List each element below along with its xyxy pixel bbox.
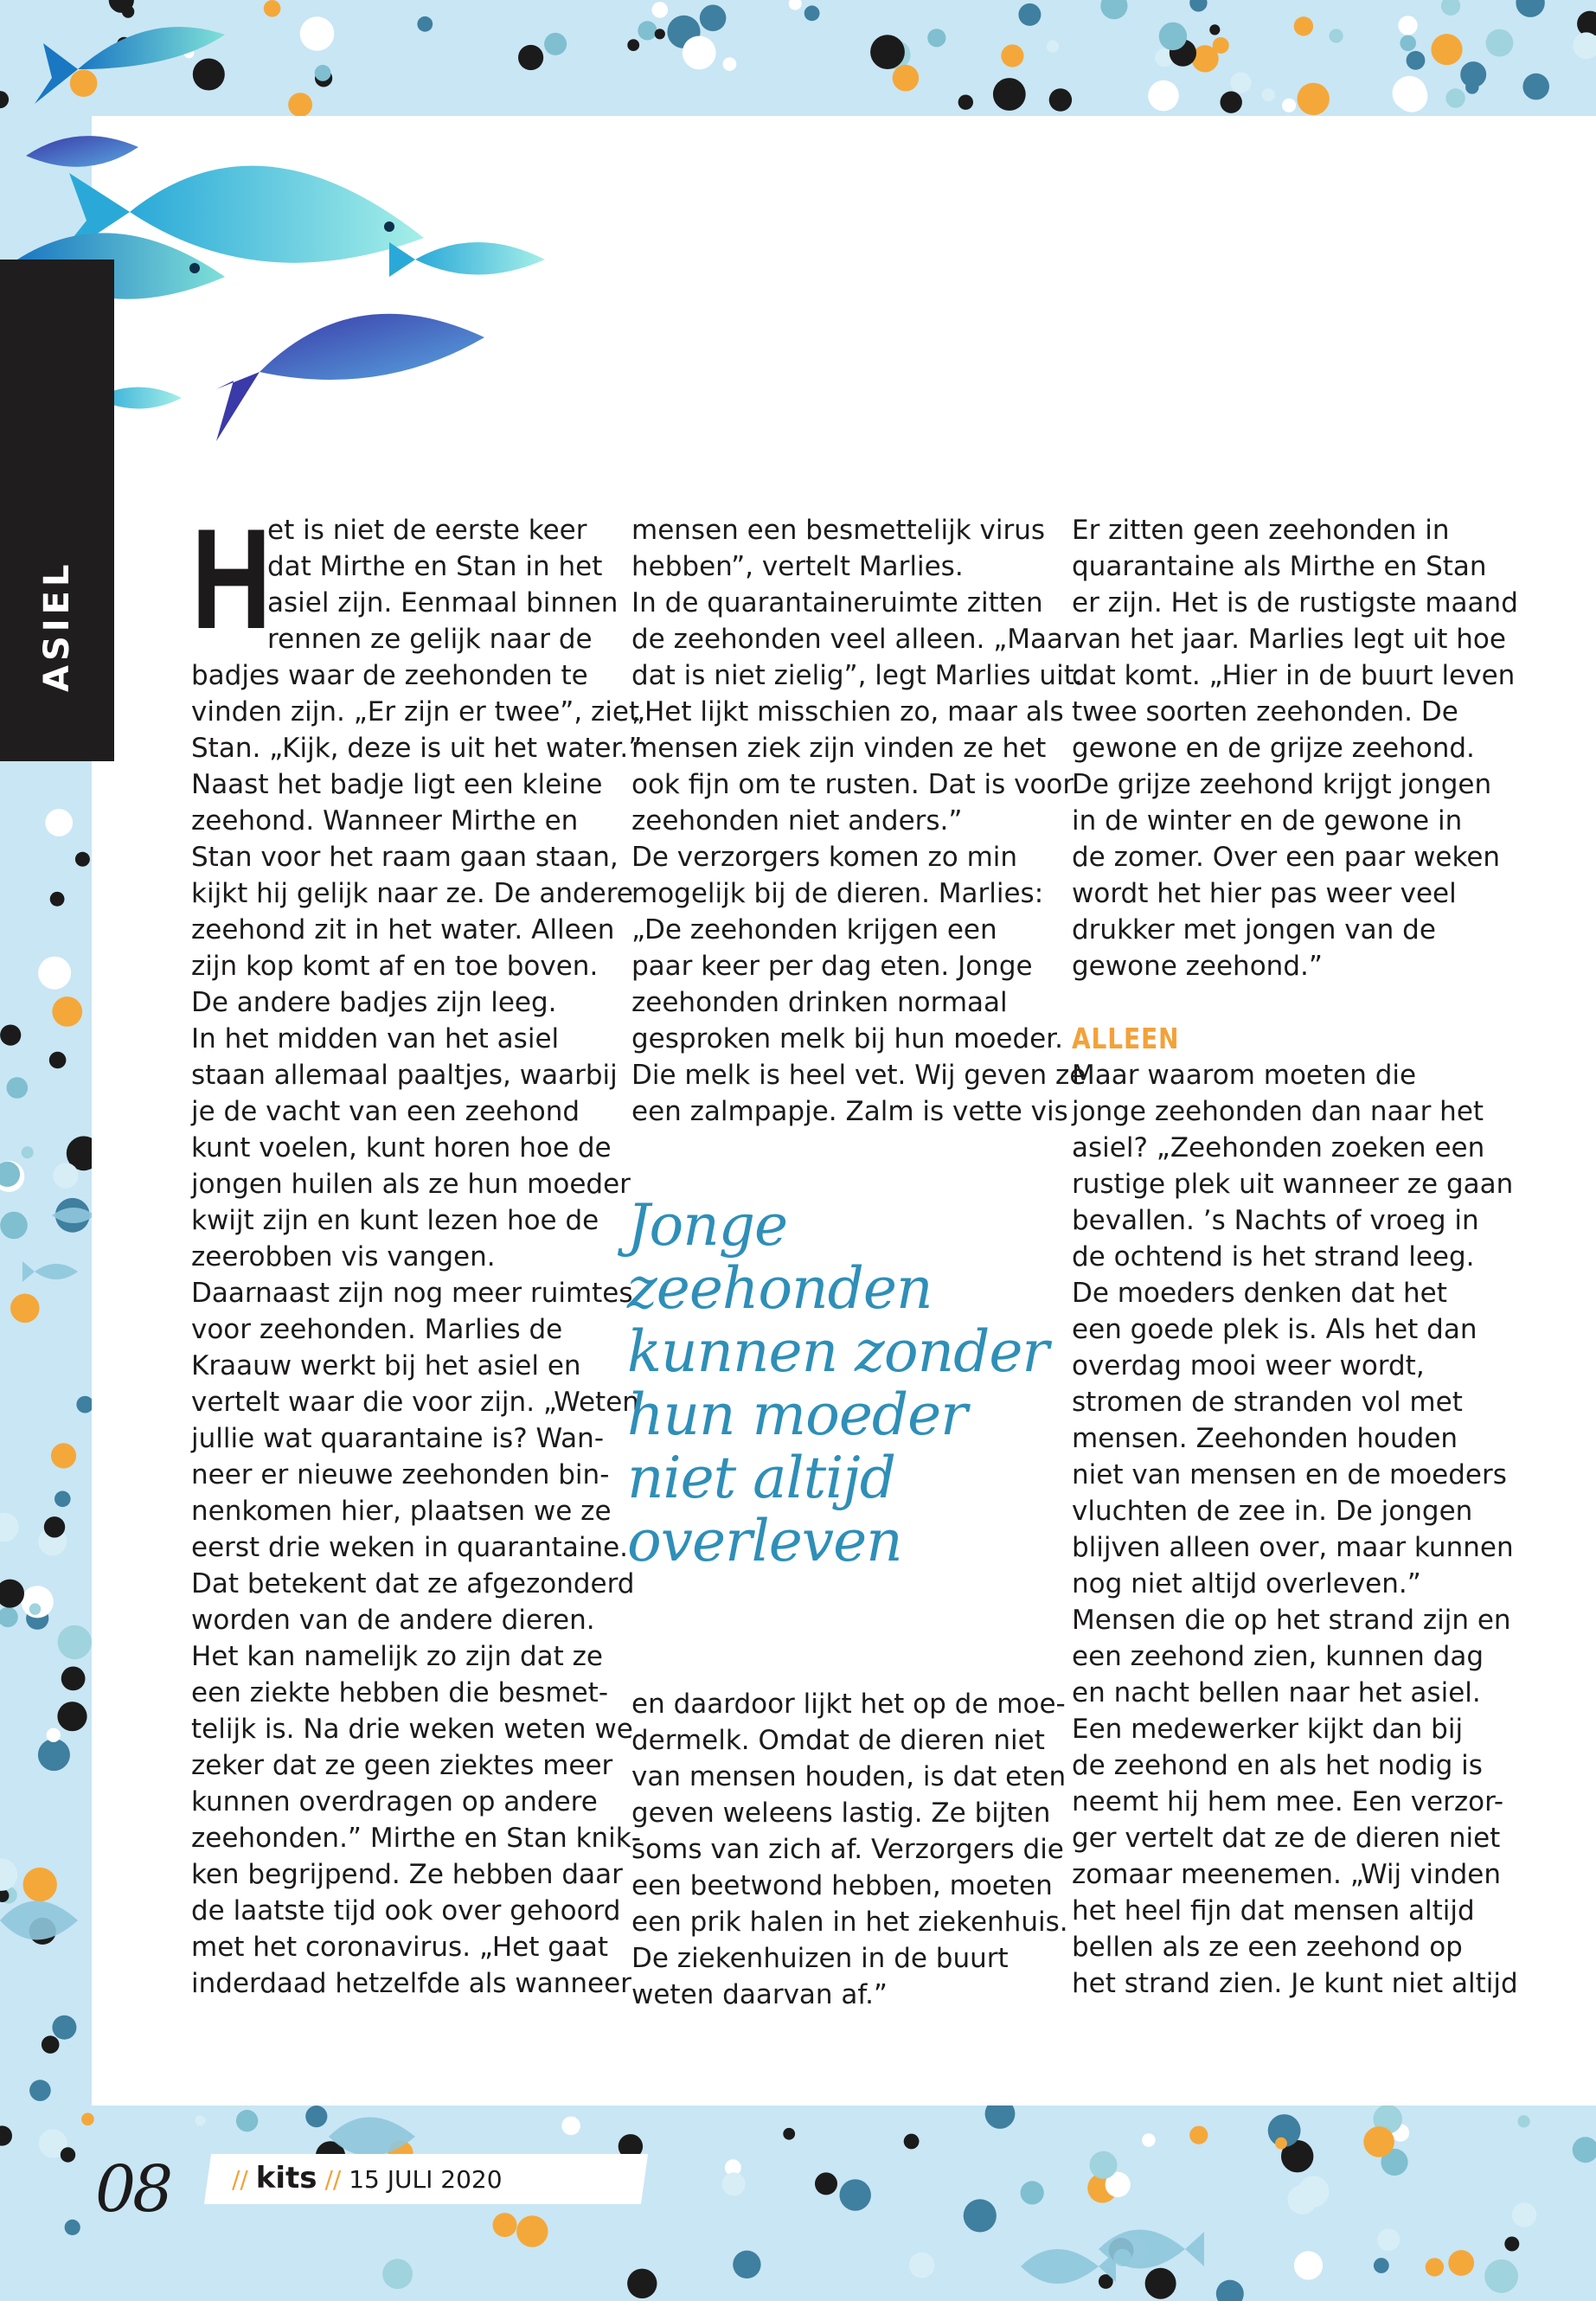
text-line: Jonge bbox=[627, 1192, 788, 1259]
decor-dot bbox=[958, 95, 973, 110]
text-line: de ochtend is het strand leeg. bbox=[1072, 1241, 1475, 1272]
decor-dot bbox=[1213, 37, 1229, 54]
text-line: overdag mooi weer wordt, bbox=[1072, 1350, 1425, 1381]
text-line: kunt voelen, kunt horen hoe de bbox=[191, 1132, 612, 1163]
article-column-3 bbox=[1072, 512, 1518, 2002]
text-line: en nacht bellen naar het asiel. bbox=[1072, 1677, 1481, 1708]
text-line: soms van zich af. Verzorgers die bbox=[631, 1834, 1064, 1865]
text-line: voor zeehonden. Marlies de bbox=[191, 1314, 563, 1345]
text-line: In het midden van het asiel bbox=[191, 1023, 560, 1054]
decor-dot bbox=[516, 2215, 548, 2247]
text-line: zeehonden bbox=[627, 1255, 933, 1322]
decor-dot bbox=[61, 2147, 75, 2162]
decor-dot bbox=[1090, 2151, 1118, 2179]
text-line: overleven bbox=[627, 1508, 902, 1574]
text-line: gewone en de grijze zeehond. bbox=[1072, 733, 1475, 764]
decor-dot bbox=[1021, 2181, 1044, 2204]
decor-dot bbox=[733, 2251, 760, 2279]
drop-cap: H bbox=[191, 499, 272, 658]
text-line: drukker met jongen van de bbox=[1072, 914, 1436, 945]
text-line: vinden zijn. „Er zijn er twee”, ziet bbox=[191, 696, 640, 727]
decor-dot bbox=[804, 5, 820, 21]
text-line: de zeehond en als het nodig is bbox=[1072, 1750, 1483, 1781]
decor-dot bbox=[1431, 34, 1462, 65]
text-line: De ziekenhuizen in de buurt bbox=[631, 1943, 1009, 1974]
text-line: zijn kop komt af en toe boven. bbox=[191, 951, 599, 982]
decor-dot bbox=[29, 1603, 41, 1614]
text-line: De moeders denken dat het bbox=[1072, 1278, 1447, 1309]
decor-dot bbox=[1363, 2126, 1394, 2157]
decor-dot bbox=[1049, 88, 1072, 111]
text-line: een ziekte hebben die besmet- bbox=[191, 1677, 609, 1708]
decor-dot bbox=[1282, 99, 1296, 112]
text-line: asiel zijn. Eenmaal binnen bbox=[267, 587, 619, 619]
text-line: zeehonden drinken normaal bbox=[631, 987, 1008, 1018]
decor-dot bbox=[1047, 41, 1059, 53]
decor-dot bbox=[1400, 35, 1416, 52]
text-line: gesproken melk bij hun moeder. bbox=[631, 1023, 1064, 1054]
text-line: „De zeehonden krijgen een bbox=[631, 914, 997, 945]
text-line: De verzorgers komen zo min bbox=[631, 842, 1018, 873]
decor-dot bbox=[54, 1491, 71, 1508]
decor-dot bbox=[1275, 2138, 1287, 2150]
decor-dot bbox=[1294, 2251, 1323, 2279]
text-line: rennen ze gelijk naar de bbox=[267, 624, 593, 655]
text-line: neemt hij hem mee. Een verzor- bbox=[1072, 1786, 1504, 1817]
text-line: nog niet altijd overleven.” bbox=[1072, 1568, 1421, 1599]
text-line: gewone zeehond.” bbox=[1072, 951, 1323, 982]
section-heading: ALLEEN bbox=[1072, 1022, 1180, 1055]
text-line: mensen ziek zijn vinden ze het bbox=[631, 733, 1047, 764]
decor-dot bbox=[22, 1146, 34, 1158]
decor-dot bbox=[1221, 92, 1242, 113]
text-line: telijk is. Na drie weken weten we bbox=[191, 1714, 633, 1745]
text-line: kunnen overdragen op andere bbox=[191, 1786, 598, 1817]
text-line: In de quarantaineruimte zitten bbox=[631, 587, 1043, 619]
fish-6 bbox=[26, 136, 138, 167]
text-line: worden van de andere dieren. bbox=[191, 1605, 595, 1636]
text-line: jonge zeehonden dan naar het bbox=[1072, 1096, 1484, 1127]
text-line: Daarnaast zijn nog meer ruimtes bbox=[191, 1278, 633, 1309]
text-line: inderdaad hetzelfde als wanneer bbox=[191, 1968, 631, 1999]
text-line: Dat betekent dat ze afgezonderd bbox=[191, 1568, 635, 1599]
text-line: een beetwond hebben, moeten bbox=[631, 1870, 1053, 1901]
decor-dot bbox=[627, 2269, 657, 2298]
decor-dot bbox=[783, 2128, 795, 2140]
page-number: 08 bbox=[95, 2152, 170, 2227]
decor-dot bbox=[1230, 72, 1251, 93]
decor-dot bbox=[1148, 80, 1179, 112]
text-line: een prik halen in het ziekenhuis. bbox=[631, 1907, 1068, 1938]
decor-dot bbox=[815, 2172, 837, 2195]
decor-dot bbox=[652, 2, 669, 18]
text-line: van het jaar. Marlies legt uit hoe bbox=[1072, 624, 1506, 655]
text-line: het heel fijn dat mensen altijd bbox=[1072, 1895, 1475, 1926]
footer-separator-2: // bbox=[324, 2165, 342, 2194]
decor-dot bbox=[1486, 29, 1514, 57]
decor-dot bbox=[1460, 61, 1486, 87]
text-line: geven weleens lastig. Ze bijten bbox=[631, 1798, 1051, 1829]
text-line: jongen huilen als ze hun moeder bbox=[191, 1169, 631, 1200]
text-line: Maar waarom moeten die bbox=[1072, 1060, 1417, 1091]
decor-dot bbox=[0, 1212, 28, 1240]
decor-dot bbox=[1445, 88, 1465, 107]
decor-dot bbox=[723, 57, 737, 71]
decor-dot bbox=[38, 957, 71, 990]
text-line: „Het lijkt misschien zo, maar als bbox=[631, 696, 1064, 727]
decor-dot bbox=[700, 4, 727, 31]
decor-dot bbox=[1407, 51, 1426, 70]
text-line: de zeehonden veel alleen. „Maar bbox=[631, 624, 1074, 655]
decor-dot bbox=[993, 78, 1026, 111]
decor-dot bbox=[927, 29, 945, 47]
decor-dot bbox=[493, 2213, 517, 2237]
decor-dot bbox=[6, 1077, 28, 1099]
text-line: bellen als ze een zeehond op bbox=[1072, 1932, 1463, 1963]
text-line: niet van mensen en de moeders bbox=[1072, 1459, 1507, 1490]
decor-dot bbox=[561, 2117, 580, 2136]
decor-dot bbox=[840, 2179, 871, 2210]
text-line: zomaar meenemen. „Wij vinden bbox=[1072, 1859, 1501, 1890]
decor-dot bbox=[964, 2199, 997, 2232]
decor-dot bbox=[52, 2016, 76, 2040]
issue-date: 15 JULI 2020 bbox=[349, 2165, 503, 2194]
decor-dot bbox=[1330, 29, 1343, 42]
text-line: badjes waar de zeehonden te bbox=[191, 660, 588, 691]
text-line: stromen de stranden vol met bbox=[1072, 1387, 1463, 1418]
text-line: dat komt. „Hier in de buurt leven bbox=[1072, 660, 1516, 691]
text-line: je de vacht van een zeehond bbox=[191, 1096, 580, 1127]
decor-dot bbox=[1504, 2237, 1519, 2252]
decor-dot bbox=[51, 1443, 76, 1468]
column-3-top-text bbox=[1072, 512, 1518, 984]
decor-dot bbox=[75, 852, 90, 867]
fish-5 bbox=[389, 242, 545, 277]
brand-name: kits bbox=[255, 2161, 317, 2195]
decor-dot bbox=[893, 65, 920, 92]
column-2-top-text bbox=[631, 512, 1086, 1130]
fish-1 bbox=[35, 27, 225, 104]
decor-dot bbox=[1512, 2202, 1536, 2227]
text-line: asiel? „Zeehonden zoeken een bbox=[1072, 1132, 1485, 1163]
decor-dot bbox=[1262, 88, 1275, 101]
decor-dot bbox=[1159, 22, 1187, 50]
text-line: blijven alleen over, maar kunnen bbox=[1072, 1532, 1514, 1563]
text-line: dermelk. Omdat de dieren niet bbox=[631, 1725, 1045, 1756]
decor-dot bbox=[1145, 2268, 1176, 2299]
text-line: kunnen zonder bbox=[627, 1318, 1048, 1385]
text-line: Het kan namelijk zo zijn dat ze bbox=[191, 1641, 603, 1672]
text-line: mensen een besmettelijk virus bbox=[631, 515, 1045, 546]
decor-dot bbox=[305, 2106, 327, 2127]
text-line: hun moeder bbox=[627, 1381, 967, 1448]
text-line: het strand zien. Je kunt niet altijd bbox=[1072, 1968, 1518, 1999]
text-line: paar keer per dag eten. Jonge bbox=[631, 951, 1033, 982]
decor-dot bbox=[1294, 16, 1313, 35]
text-line: Mensen die op het strand zijn en bbox=[1072, 1605, 1511, 1636]
text-line: mensen. Zeehonden houden bbox=[1072, 1423, 1458, 1454]
text-line: Er zitten geen zeehonden in bbox=[1072, 515, 1450, 546]
decor-dot bbox=[47, 1728, 61, 1742]
decor-dot bbox=[52, 997, 82, 1027]
text-line: zeehond. Wanneer Mirthe en bbox=[191, 805, 579, 836]
decor-dot bbox=[0, 1025, 21, 1046]
text-line: dat is niet zielig”, legt Marlies uit. bbox=[631, 660, 1083, 691]
decor-dot bbox=[627, 39, 639, 51]
text-line: Stan voor het raam gaan staan, bbox=[191, 842, 619, 873]
decor-dot bbox=[45, 809, 73, 836]
column-3-bottom-text bbox=[1072, 1057, 1518, 2002]
decor-dot bbox=[195, 2116, 205, 2126]
decor-dot bbox=[50, 892, 65, 907]
text-line: vertelt waar die voor zijn. „Weten bbox=[191, 1387, 639, 1418]
text-line: De andere badjes zijn leeg. bbox=[191, 987, 557, 1018]
text-line: et is niet de eerste keer bbox=[267, 515, 587, 546]
text-line: de laatste tijd ook over gehoord bbox=[191, 1895, 621, 1926]
text-line: vluchten de zee in. De jongen bbox=[1072, 1496, 1473, 1527]
text-line: een zalmpapje. Zalm is vette vis bbox=[631, 1096, 1068, 1127]
text-line: wordt het hier pas weer veel bbox=[1072, 878, 1457, 909]
text-line: ger vertelt dat ze de dieren niet bbox=[1072, 1823, 1501, 1854]
fish-4 bbox=[216, 314, 484, 441]
text-line: en daardoor lijkt het op de moe- bbox=[631, 1689, 1066, 1720]
decor-dot bbox=[1001, 44, 1023, 67]
decor-dot bbox=[44, 1516, 65, 1537]
decor-dot bbox=[61, 1667, 86, 1691]
text-line: Kraauw werkt bij het asiel en bbox=[191, 1350, 581, 1381]
decor-dot bbox=[1522, 74, 1549, 100]
text-line: bevallen. ’s Nachts of vroeg in bbox=[1072, 1205, 1479, 1236]
decor-dot bbox=[722, 2172, 746, 2195]
decor-dot bbox=[81, 2113, 94, 2126]
decor-dot bbox=[1426, 2258, 1444, 2276]
footer-line bbox=[232, 2161, 503, 2195]
footer-separator: // bbox=[232, 2165, 248, 2194]
column-2-bottom-text bbox=[631, 1686, 1068, 2013]
text-line: Een medewerker kijkt dan bij bbox=[1072, 1714, 1464, 1745]
decor-dot bbox=[1377, 2228, 1400, 2251]
decor-dot bbox=[65, 2220, 80, 2235]
text-line: quarantaine als Mirthe en Stan bbox=[1072, 551, 1487, 582]
text-line: niet altijd bbox=[627, 1445, 895, 1511]
text-line: weten daarvan af.” bbox=[631, 1979, 888, 2010]
text-line: eerst drie weken in quarantaine. bbox=[191, 1532, 629, 1563]
decor-dot bbox=[49, 1052, 67, 1069]
text-line: Stan. „Kijk, deze is uit het water.” bbox=[191, 733, 643, 764]
decor-dot bbox=[655, 29, 665, 39]
text-line: een zeehond zien, kunnen dag bbox=[1072, 1641, 1484, 1672]
text-line: zeerobben vis vangen. bbox=[191, 1241, 496, 1272]
decor-dot bbox=[1518, 2115, 1530, 2127]
text-line: de zomer. Over een paar weken bbox=[1072, 842, 1501, 873]
text-line: hebben”, vertelt Marlies. bbox=[631, 551, 964, 582]
text-line: met het coronavirus. „Het gaat bbox=[191, 1932, 609, 1963]
text-line: mogelijk bij de dieren. Marlies: bbox=[631, 878, 1044, 909]
text-line: er zijn. Het is de rustigste maand bbox=[1072, 587, 1518, 619]
text-line: nenkomen hier, plaatsen we ze bbox=[191, 1496, 612, 1527]
decor-dot bbox=[909, 2253, 935, 2279]
text-line: in de winter en de gewone in bbox=[1072, 805, 1463, 836]
decor-dot bbox=[1018, 3, 1041, 26]
text-line: Naast het badje ligt een kleine bbox=[191, 769, 603, 800]
section-tab bbox=[0, 260, 114, 761]
decor-dot bbox=[1393, 76, 1427, 111]
text-line: neer er nieuwe zeehonden bin- bbox=[191, 1459, 610, 1490]
text-line: kwijt zijn en kunt lezen hoe de bbox=[191, 1205, 599, 1236]
decor-dot bbox=[904, 2134, 920, 2150]
decor-dot bbox=[1298, 83, 1330, 115]
pull-quote bbox=[627, 1194, 1077, 1573]
decor-dot bbox=[1287, 2185, 1317, 2214]
decor-dot bbox=[1189, 2126, 1208, 2144]
decor-dot bbox=[638, 21, 657, 40]
text-line: zeker dat ze geen ziektes meer bbox=[191, 1750, 613, 1781]
text-line: kijkt hij gelijk naar ze. De andere bbox=[191, 878, 633, 909]
text-line: een goede plek is. Als het dan bbox=[1072, 1314, 1477, 1345]
text-line: ook fijn om te rusten. Dat is voor bbox=[631, 769, 1074, 800]
decor-dot bbox=[57, 1702, 87, 1731]
text-line: zeehonden niet anders.” bbox=[631, 805, 963, 836]
text-line: Die melk is heel vet. Wij geven ze bbox=[631, 1060, 1086, 1091]
text-line: ken begrijpend. Ze hebben daar bbox=[191, 1859, 623, 1890]
decor-dot bbox=[38, 1739, 70, 1771]
decor-dot bbox=[1448, 2250, 1474, 2276]
decor-dot bbox=[382, 2259, 413, 2289]
section-label: ASIEL bbox=[37, 560, 77, 692]
text-line: staan allemaal paaltjes, waarbij bbox=[191, 1060, 618, 1091]
text-line: zeehonden.” Mirthe en Stan knik- bbox=[191, 1823, 641, 1854]
decor-dot bbox=[58, 1625, 92, 1659]
decor-dot bbox=[683, 36, 716, 70]
decor-dot bbox=[42, 2035, 60, 2054]
decor-dot bbox=[1374, 2258, 1389, 2273]
text-line: rustige plek uit wanneer ze gaan bbox=[1072, 1169, 1514, 1200]
text-line: zeehond zit in het water. Alleen bbox=[191, 914, 615, 945]
decor-dot bbox=[1142, 2133, 1156, 2147]
decor-dot bbox=[10, 1294, 40, 1324]
decor-dot bbox=[1209, 24, 1220, 35]
decor-dot bbox=[236, 2110, 258, 2131]
decor-dot bbox=[1484, 2259, 1518, 2293]
text-line: dat Mirthe en Stan in het bbox=[267, 551, 603, 582]
decor-dot bbox=[870, 35, 905, 69]
decor-dot bbox=[23, 1868, 57, 1901]
decor-dot bbox=[29, 2080, 51, 2101]
text-line: twee soorten zeehonden. De bbox=[1072, 696, 1458, 727]
text-line: jullie wat quarantaine is? Wan- bbox=[191, 1423, 605, 1454]
article-column-1 bbox=[191, 499, 643, 2002]
decor-dot bbox=[1398, 16, 1417, 35]
decor-dot bbox=[53, 1163, 78, 1188]
text-line: van mensen houden, is dat eten bbox=[631, 1761, 1067, 1792]
text-line: De grijze zeehond krijgt jongen bbox=[1072, 769, 1492, 800]
